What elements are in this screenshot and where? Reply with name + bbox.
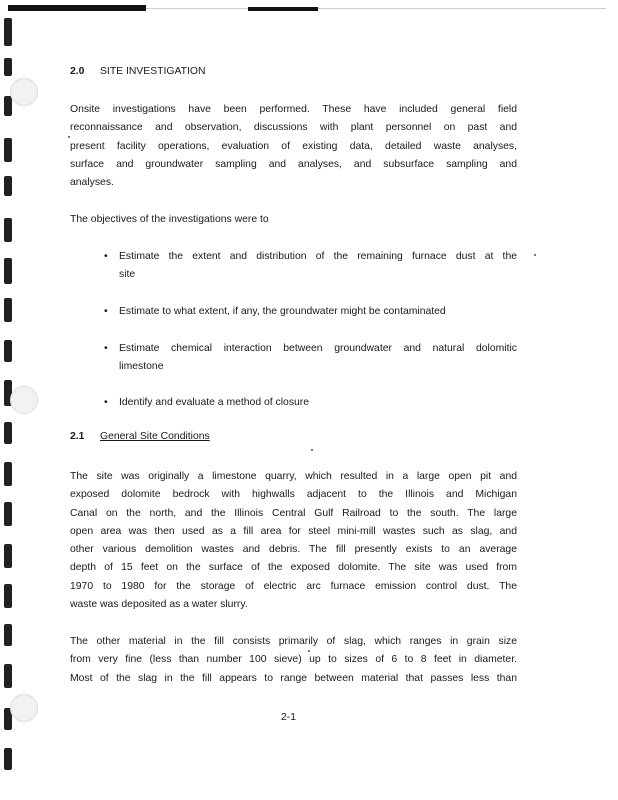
paragraph-line: Most of the slag in the fill appears to range between material that passes less than: [70, 672, 517, 684]
objective-line: limestone: [119, 361, 164, 373]
site-conditions-paragraph: [70, 468, 517, 614]
punch-hole: [10, 386, 38, 414]
objective-text: [119, 303, 517, 321]
paragraph-line: Onsite investigations have been performed. These have included general field: [70, 104, 517, 115]
section-number: 2.0: [70, 66, 85, 77]
subsection-heading: [70, 431, 210, 442]
objective-line: Estimate to what extent, if any, the groundwater might be contaminated: [119, 306, 446, 317]
binder-mark: [4, 422, 12, 444]
bullet-icon: •: [104, 343, 108, 354]
binder-mark: [4, 664, 12, 688]
punch-hole: [10, 694, 38, 722]
binder-mark: [4, 258, 12, 284]
paragraph-line: from very fine (less than number 100 sieve) up to sizes of 6 to 8 feet in diameter.: [70, 654, 517, 666]
fill-material-paragraph: [70, 633, 517, 688]
binder-mark: [4, 584, 12, 608]
objective-line: Identify and evaluate a method of closure: [119, 397, 310, 408]
binder-mark: [4, 58, 12, 76]
objective-text: [119, 394, 517, 412]
paragraph-line: The site was originally a limestone quarry, which resulted in a large open pit and: [70, 471, 517, 482]
subsection-title: General Site Conditions: [100, 431, 210, 442]
scan-artifact-line: [146, 8, 606, 9]
paragraph-line: present facility operations, evaluation of existing data, detailed waste analyses,: [70, 140, 517, 152]
objectives-lead: [70, 211, 517, 229]
paragraph-line: The objectives of the investigations were to: [70, 214, 269, 225]
paragraph-line: analyses.: [70, 177, 114, 189]
scan-speck: [534, 254, 536, 256]
section-heading: [70, 66, 205, 77]
bullet-icon: •: [104, 397, 108, 408]
paragraph-line: Canal on the north, and the Illinois Central Gulf Railroad to the south. The large: [70, 507, 517, 519]
paragraph-line: exposed dolomite bedrock with highwalls adjacent to the Illinois and Michigan: [70, 489, 517, 501]
paragraph-line: waste was deposited as a water slurry.: [70, 599, 248, 611]
bullet-icon: •: [104, 306, 108, 317]
objective-line: Estimate chemical interaction between groundwater and natural dolomitic: [119, 343, 517, 354]
binder-mark: [4, 462, 12, 486]
paragraph-line: other various demolition wastes and debris. The fill presently exists to an average: [70, 544, 517, 556]
paragraph-line: open area was then used as a fill area for steel mini-mill wastes such as slag, and: [70, 525, 517, 537]
binder-mark: [4, 502, 12, 526]
binder-mark: [4, 176, 12, 196]
section-title: SITE INVESTIGATION: [100, 66, 206, 77]
objective-text: [119, 248, 517, 285]
scan-artifact-bar: [248, 7, 318, 11]
binder-mark: [4, 96, 12, 116]
paragraph-line: 1970 to 1980 for the storage of electric arc furnace emission control dust. The: [70, 580, 517, 592]
binder-mark: [4, 138, 12, 162]
paragraph-line: depth of 15 feet on the surface of the exposed dolomite. The site was used from: [70, 562, 517, 574]
binder-mark: [4, 18, 12, 46]
binder-mark: [4, 340, 12, 362]
intro-paragraph: [70, 101, 517, 192]
binder-mark: [4, 624, 12, 646]
paragraph-line: The other material in the fill consists primarily of slag, which ranges in grain size: [70, 636, 517, 647]
scan-artifact-bar: [8, 5, 146, 11]
page-number: 2-1: [281, 712, 297, 723]
binder-mark: [4, 544, 12, 568]
scan-speck: [311, 449, 313, 451]
binder-mark: [4, 298, 12, 322]
subsection-number: 2.1: [70, 431, 85, 442]
objective-text: [119, 340, 517, 377]
binder-mark: [4, 218, 12, 242]
punch-hole: [10, 78, 38, 106]
objective-line: Estimate the extent and distribution of the remaining furnace dust at the: [119, 251, 517, 262]
binder-mark: [4, 748, 12, 770]
objective-line: site: [119, 269, 136, 281]
paragraph-line: surface and groundwater sampling and analyses, and subsurface sampling and: [70, 158, 517, 170]
paragraph-line: reconnaissance and observation, discussions with plant personnel on past and: [70, 122, 517, 134]
bullet-icon: •: [104, 251, 108, 262]
